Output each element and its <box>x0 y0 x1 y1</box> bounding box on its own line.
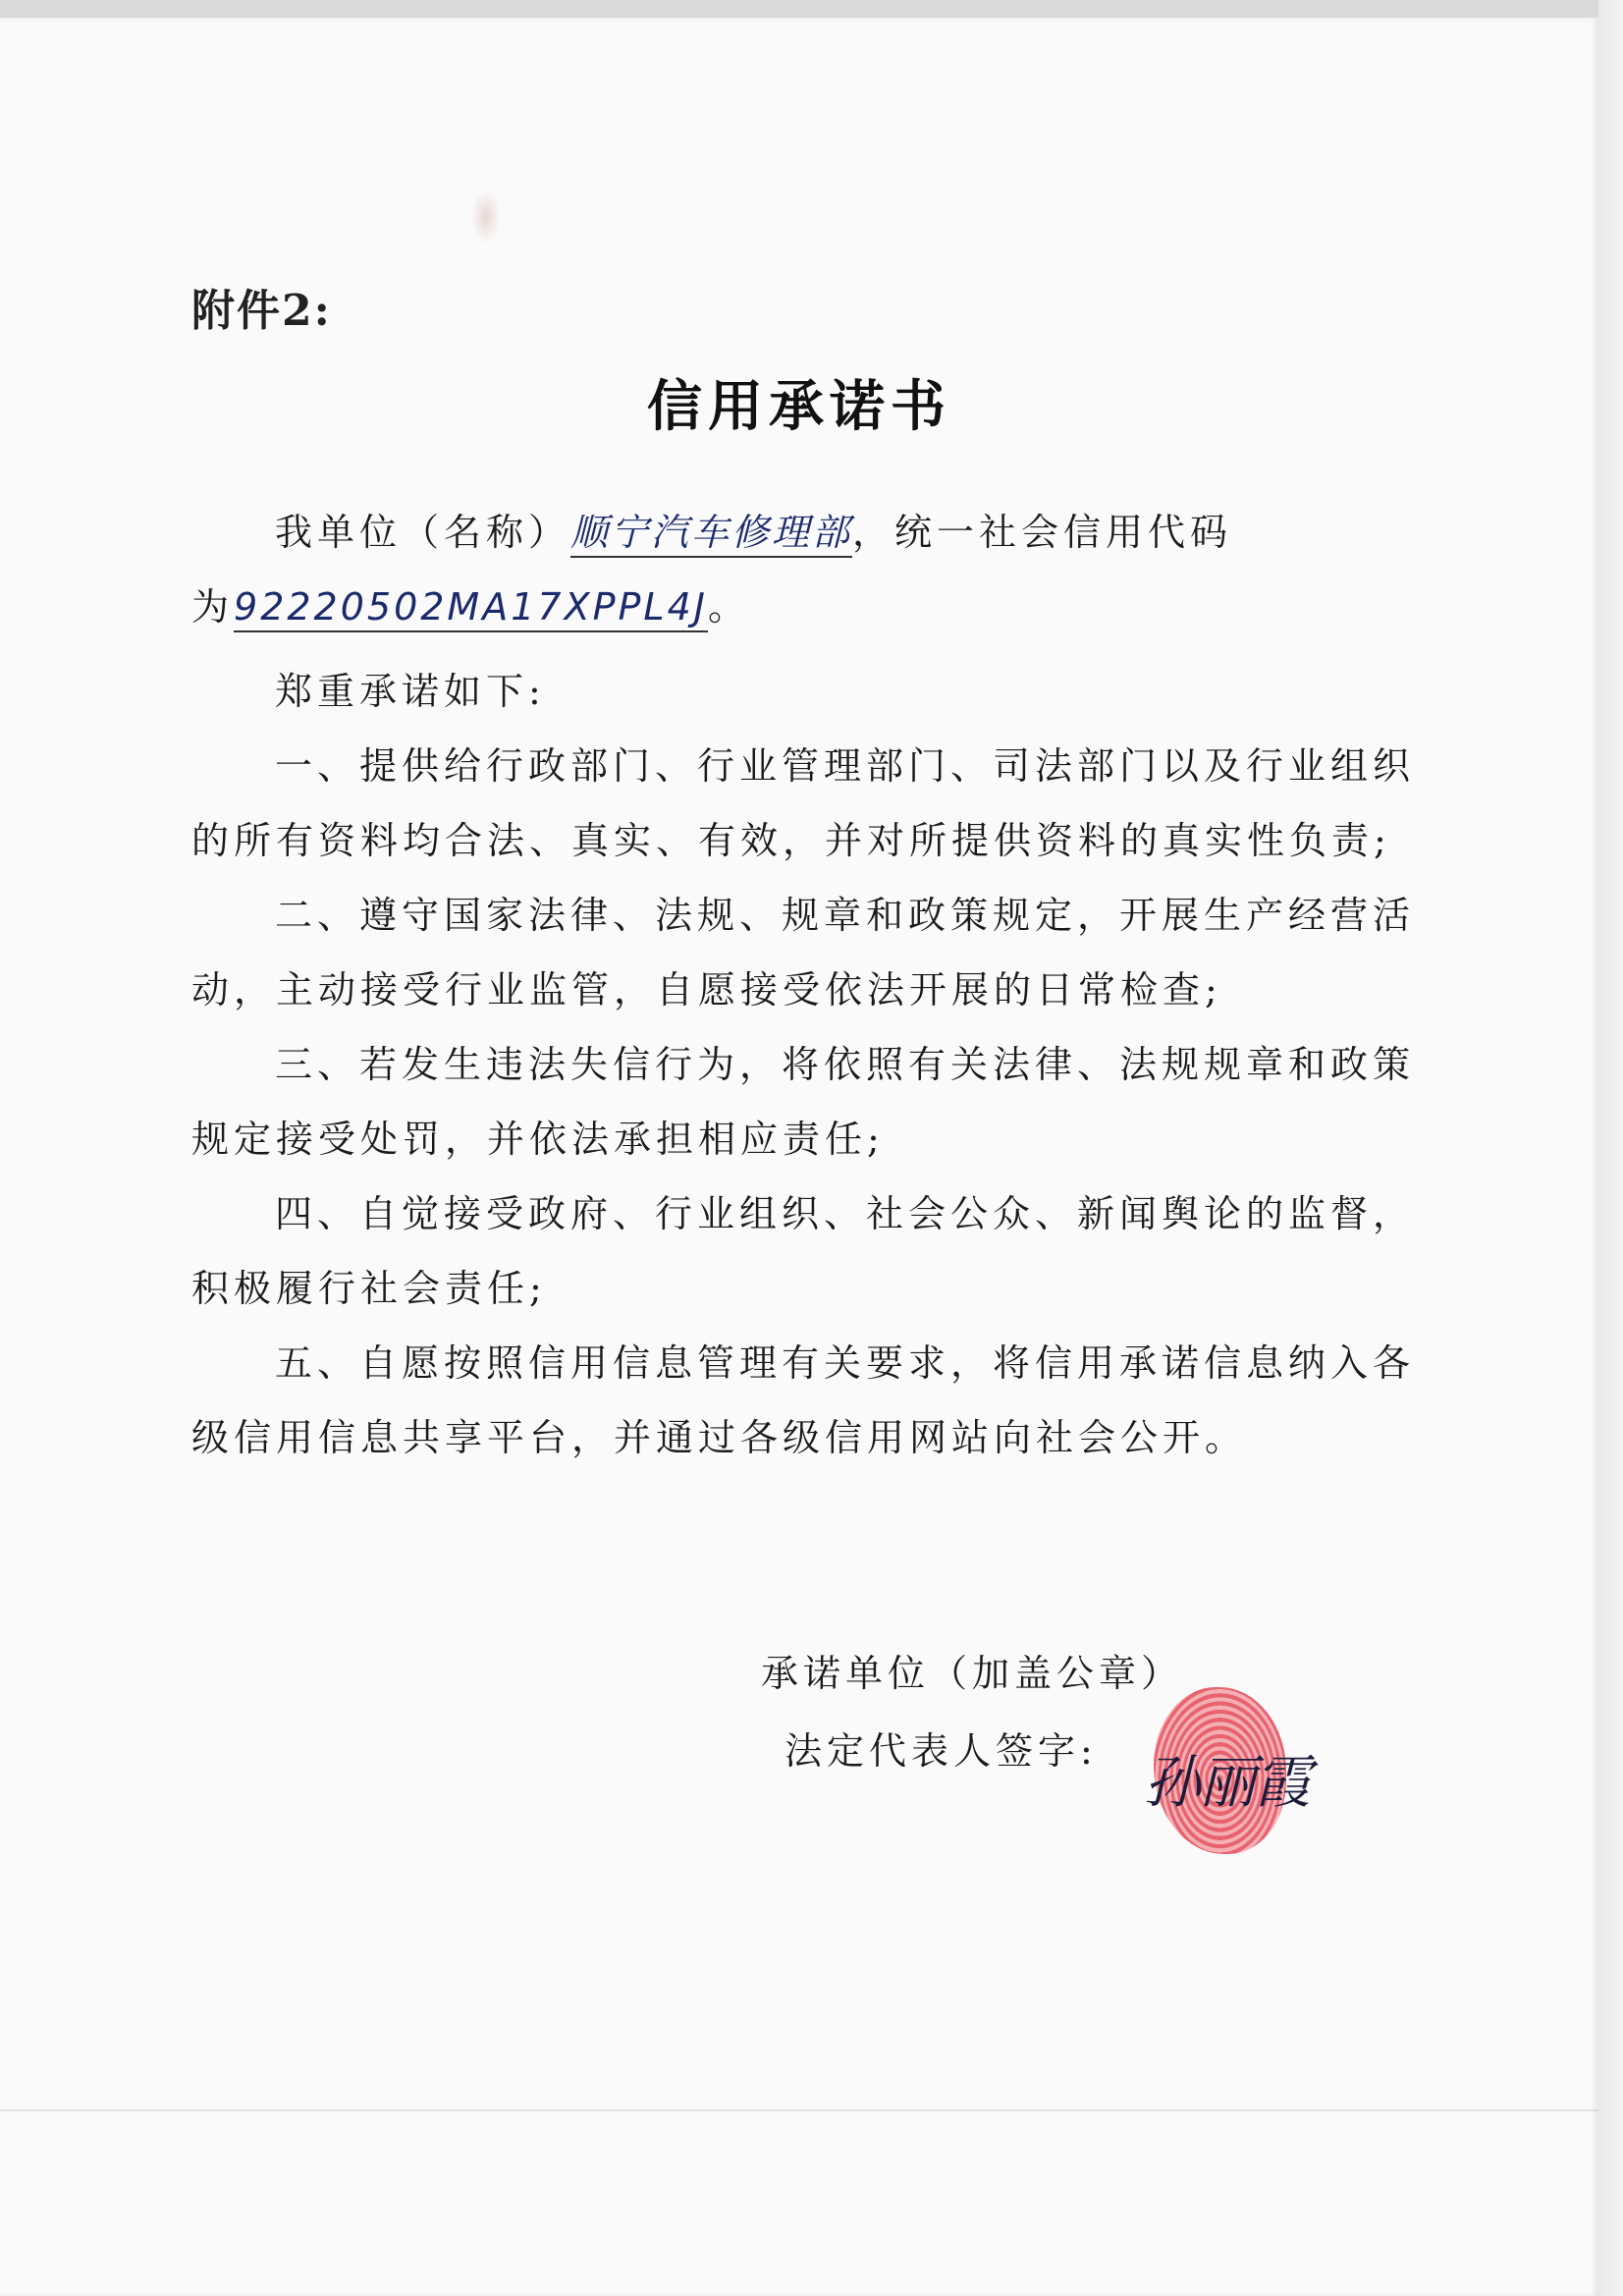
org-name-handwritten: 顺宁汽车修理部 <box>570 511 852 558</box>
handwritten-signature: 孙丽霞 <box>1144 1749 1310 1816</box>
pledge-3-line-2: 规定接受处罚，并依法承担相应责任; <box>191 1118 885 1161</box>
stain-mark <box>471 190 501 244</box>
code-prefix: 为 <box>191 585 235 629</box>
code-suffix: 。 <box>707 585 750 629</box>
document-page <box>0 18 1598 2296</box>
intro-line-2 <box>191 570 750 644</box>
attachment-label: 附件2: <box>191 286 332 336</box>
intro-line-1 <box>275 495 1232 570</box>
rep-label: 法定代表人签字: <box>784 1729 1098 1773</box>
pledge-5-line-2: 级信用信息共享平台，并通过各级信用网站向社会公开。 <box>191 1416 1248 1459</box>
pledge-5-line-1: 五、自愿按照信用信息管理有关要求，将信用承诺信息纳入各 <box>275 1341 1416 1385</box>
scan-edge <box>1598 0 1623 2296</box>
pledge-2-line-1: 二、遵守国家法律、法规、规章和政策规定，开展生产经营活 <box>275 894 1416 937</box>
signing-block <box>761 1643 1183 1775</box>
pledge-4-line-2: 积极履行社会责任; <box>191 1267 547 1310</box>
pledge-4-line-1: 四、自觉接受政府、行业组织、社会公众、新闻舆论的监督， <box>275 1192 1416 1235</box>
intro-prefix: 我单位（名称） <box>275 511 571 554</box>
pledge-2-line-2: 动，主动接受行业监管，自愿接受依法开展的日常检查; <box>191 968 1222 1011</box>
unit-label: 承诺单位（加盖公章） <box>761 1652 1184 1695</box>
intro-middle: ，统一社会信用代码 <box>852 511 1233 554</box>
credit-code-handwritten: 92220502MA17XPPL4J <box>234 585 708 632</box>
scan-artifact-line <box>0 2109 1598 2111</box>
document-title: 信用承诺书 <box>647 374 951 439</box>
pledge-intro: 郑重承诺如下: <box>275 670 546 713</box>
pledge-1-line-1: 一、提供给行政部门、行业管理部门、司法部门以及行业组织 <box>275 744 1416 788</box>
pledge-3-line-1: 三、若发生违法失信行为，将依照有关法律、法规规章和政策 <box>275 1043 1416 1086</box>
pledge-1-line-2: 的所有资料均合法、真实、有效，并对所提供资料的真实性负责; <box>191 819 1391 862</box>
